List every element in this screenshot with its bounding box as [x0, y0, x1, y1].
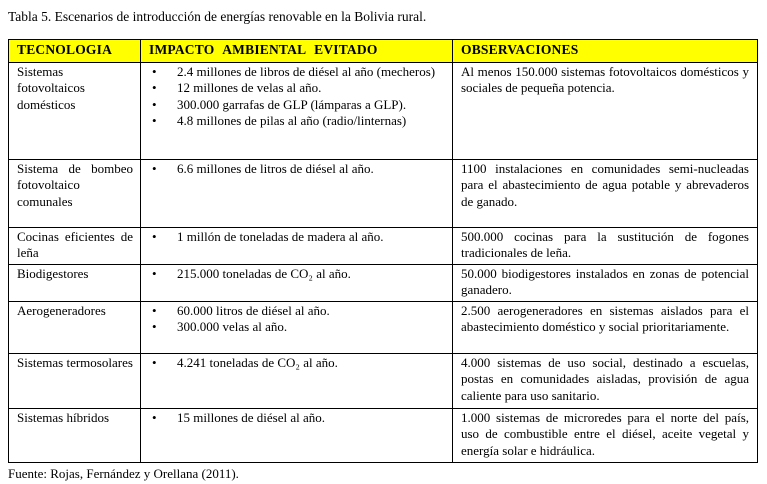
observaciones-cell: 1.000 sistemas de microredes para el norte del país, uso de combustible entre el diésel, aceite vegetal y energía solar e hidráulica.: [453, 408, 758, 462]
bullet-icon: •: [152, 409, 157, 425]
bullet-icon: •: [152, 228, 157, 244]
impact-bullet-item: [141, 229, 446, 246]
table-row: [9, 227, 758, 264]
impact-bullet-item: [141, 303, 446, 320]
header-observaciones: OBSERVACIONES: [453, 40, 758, 63]
impact-text: 1 millón de toneladas de madera al año.: [177, 228, 384, 244]
bullet-icon: •: [152, 319, 157, 334]
impact-bullet-item: [141, 355, 446, 372]
impact-bullet-item: [141, 161, 446, 178]
impacto-cell: [141, 159, 453, 227]
table-row: [9, 408, 758, 462]
table-row: [9, 301, 758, 353]
tecnologia-cell: Aerogeneradores: [9, 301, 141, 353]
table-row: [9, 159, 758, 227]
impact-bullet-item: [141, 80, 446, 97]
impact-text: 2.4 millones de libros de diésel al año (mecheros): [177, 63, 436, 79]
observaciones-cell: 2.500 aerogeneradores en sistemas aislados para el abastecimiento doméstico y social prioritariamente.: [453, 301, 758, 353]
impact-bullet-item: [141, 113, 446, 130]
table-row: [9, 62, 758, 159]
observaciones-cell: 4.000 sistemas de uso social, destinado a escuelas, postas en comunidades aisladas, provisión de agua caliente para uso sanitario.: [453, 353, 758, 408]
impact-text: 12 millones de velas al año.: [177, 80, 322, 95]
impact-bullet-item: [141, 319, 446, 336]
header-row: [9, 40, 758, 63]
bullet-icon: •: [152, 63, 157, 79]
impact-text: 300.000 velas al año.: [177, 319, 288, 334]
impacto-cell: [141, 408, 453, 462]
table-row: [9, 353, 758, 408]
tecnologia-cell: Sistemas termosolares: [9, 353, 141, 408]
impact-bullet-item: [141, 410, 446, 427]
tecnologia-cell: Biodigestores: [9, 264, 141, 301]
bullet-icon: •: [152, 302, 157, 318]
impact-bullet-item: [141, 97, 446, 114]
bullet-icon: •: [152, 265, 157, 281]
impacto-cell: [141, 264, 453, 301]
header-impacto-ambiental: IMPACTO AMBIENTAL EVITADO: [141, 40, 453, 63]
impacto-cell: [141, 301, 453, 353]
impacto-cell: [141, 353, 453, 408]
bullet-icon: •: [152, 113, 157, 128]
observaciones-cell: 1100 instalaciones en comunidades semi-nucleadas para el abastecimiento de agua potable y abrevaderos de ganado.: [453, 159, 758, 227]
source-note: Fuente: Rojas, Fernández y Orellana (2011).: [8, 465, 239, 481]
bullet-icon: •: [152, 354, 157, 370]
impact-text: 4.241 toneladas de CO₂ al año.: [177, 354, 338, 370]
observaciones-cell: Al menos 150.000 sistemas fotovoltaicos domésticos y sociales de pequeña potencia.: [453, 62, 758, 159]
observaciones-cell: 50.000 biodigestores instalados en zonas de potencial ganadero.: [453, 264, 758, 301]
impact-text: 4.8 millones de pilas al año (radio/linternas): [177, 113, 407, 128]
tecnologia-cell: Sistema de bombeo fotovoltaico comunales: [9, 159, 141, 227]
bullet-icon: •: [152, 80, 157, 95]
impacto-cell: [141, 227, 453, 264]
header-tecnologia: TECNOLOGIA: [9, 40, 141, 63]
tecnologia-cell: Cocinas eficientes de leña: [9, 227, 141, 264]
impact-bullet-item: [141, 266, 446, 283]
impact-text: 215.000 toneladas de CO₂ al año.: [177, 265, 351, 281]
tecnologia-cell: Sistemas híbridos: [9, 408, 141, 462]
impact-text: 300.000 garrafas de GLP (lámparas a GLP).: [177, 96, 407, 112]
renewables-table: [8, 39, 758, 463]
table-caption: Tabla 5. Escenarios de introducción de energías renovable en la Bolivia rural.: [8, 9, 427, 24]
impact-bullet-item: [141, 64, 446, 81]
table-body: [9, 62, 758, 462]
tecnologia-cell: Sistemas fotovoltaicos domésticos: [9, 62, 141, 159]
impacto-cell: [141, 62, 453, 159]
table-row: [9, 264, 758, 301]
bullet-icon: •: [152, 160, 157, 176]
impact-text: 15 millones de diésel al año.: [177, 409, 326, 425]
bullet-icon: •: [152, 96, 157, 112]
observaciones-cell: 500.000 cocinas para la sustitución de fogones tradicionales de leña.: [453, 227, 758, 264]
impact-text: 60.000 litros de diésel al año.: [177, 302, 330, 318]
impact-text: 6.6 millones de litros de diésel al año.: [177, 160, 374, 176]
